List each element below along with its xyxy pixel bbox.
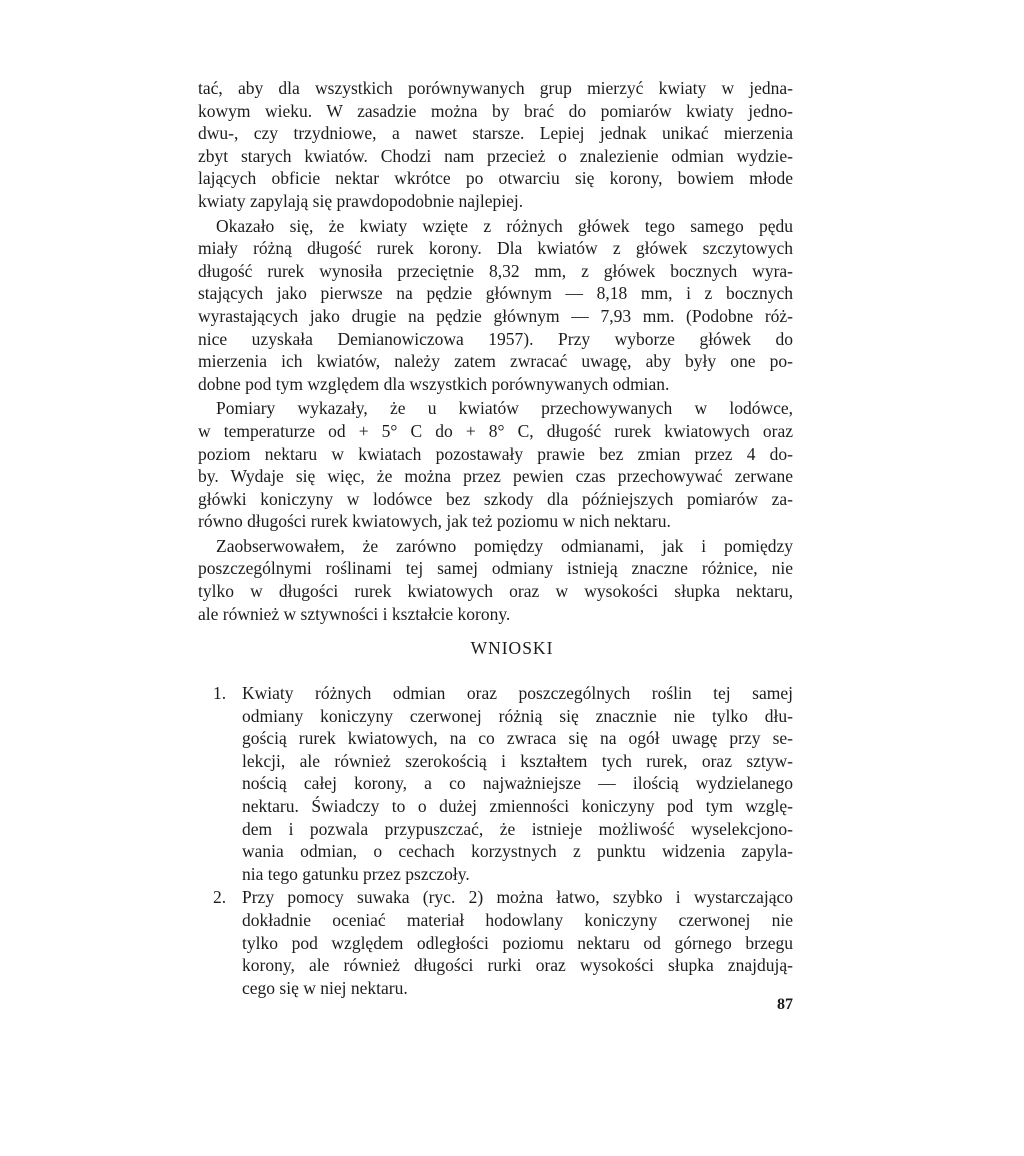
text-line: wania odmian, o cechach korzystnych z punktu widzenia zapyla-: [242, 841, 793, 862]
text-line: dokładnie oceniać materiał hodowlany koniczyny czerwonej nie: [242, 909, 793, 930]
conclusions-list: [213, 682, 793, 999]
text-line: Pomiary wykazały, że u kwiatów przechowywanych w lodówce,: [216, 398, 793, 419]
text-line: Zaobserwowałem, że zarówno pomiędzy odmianami, jak i pomiędzy: [216, 535, 793, 556]
text-line: długość rurek wynosiła przeciętnie 8,32 mm, z główek bocznych wyra-: [198, 260, 793, 281]
text-line: lających obficie nektar wkrótce po otwarciu się korony, bowiem młode: [198, 168, 793, 189]
text-line: poziom nektaru w kwiatach pozostawały prawie bez zmian przez 4 do-: [198, 443, 793, 464]
text-line: tylko w długości rurek kwiatowych oraz w wysokości słupka nektaru,: [198, 581, 793, 602]
text-line: Okazało się, że kwiaty wzięte z różnych główek tego samego pędu: [216, 215, 793, 236]
body-text: [198, 77, 793, 625]
text-line: lekcji, ale również szerokością i kształtem tych rurek, oraz sztyw-: [242, 750, 793, 771]
list-number: 2.: [213, 887, 227, 908]
text-line: w temperaturze od + 5° C do + 8° C, długość rurek kwiatowych oraz: [198, 420, 793, 441]
text-line: nice uzyskała Demianowiczowa 1957). Przy wyborze główek do: [198, 328, 793, 349]
text-line: nością całej korony, a co najważniejsze — ilością wydzielanego: [242, 773, 793, 794]
text-line: zbyt starych kwiatów. Chodzi nam przecież o znalezienie odmian wydzie-: [198, 145, 793, 166]
text-line: równo długości rurek kwiatowych, jak też poziomu w nich nektaru.: [198, 511, 671, 532]
text-line: cego się w niej nektaru.: [242, 977, 408, 998]
text-line: korony, ale również długości rurki oraz wysokości słupka znajdują-: [242, 955, 793, 976]
paragraph-2: [198, 215, 793, 396]
text-line: główki koniczyny w lodówce bez szkody dla późniejszych pomiarów za-: [198, 488, 793, 509]
text-line: dobne pod tym względem dla wszystkich porównywanych odmian.: [198, 373, 670, 394]
page-number: 87: [777, 996, 793, 1013]
text-line: tać, aby dla wszystkich porównywanych grup mierzyć kwiaty w jedna-: [198, 78, 793, 98]
text-line: gością rurek kwiatowych, na co zwraca się na ogół uwagę przy se-: [242, 728, 793, 749]
text-line: miały różną długość rurek korony. Dla kwiatów z główek szczytowych: [198, 238, 793, 259]
text-line: Przy pomocy suwaka (ryc. 2) można łatwo, szybko i wystarczająco: [242, 887, 793, 908]
text-line: mierzenia ich kwiatów, należy zatem zwracać uwagę, aby były one po-: [198, 351, 793, 372]
text-line: dem i pozwala przypuszczać, że istnieje możliwość wyselekcjono-: [242, 818, 793, 839]
paragraph-3: [198, 397, 793, 533]
text-line: stających jako pierwsze na pędzie głównym — 8,18 mm, i z bocznych: [198, 283, 793, 304]
text-line: by. Wydaje się więc, że można przez pewien czas przechowywać zerwane: [198, 466, 793, 487]
paragraph-4: [198, 535, 793, 625]
text-line: tylko pod względem odległości poziomu nektaru od górnego brzegu: [242, 932, 793, 953]
conclusion-item-1: [213, 682, 793, 885]
text-line: odmiany koniczyny czerwonej różnią się znacznie nie tylko dłu-: [242, 705, 793, 726]
text-line: kwiaty zapylają się prawdopodobnie najlepiej.: [198, 190, 524, 211]
text-line: dwu-, czy trzydniowe, a nawet starsze. Lepiej jednak unikać mierzenia: [198, 123, 793, 144]
conclusion-item-2: [213, 886, 793, 999]
text-line: kowym wieku. W zasadzie można by brać do pomiarów kwiaty jedno-: [198, 100, 793, 121]
section-heading: WNIOSKI: [470, 638, 554, 658]
text-line: wyrastających jako drugie na pędzie głównym — 7,93 mm. (Podobne róż-: [198, 305, 793, 326]
list-number: 1.: [213, 683, 227, 703]
paragraph-1: [198, 77, 793, 213]
text-line: nia tego gatunku przez pszczoły.: [242, 863, 470, 884]
text-line: poszczególnymi roślinami tej samej odmiany istnieją znaczne różnice, nie: [198, 558, 793, 579]
text-line: nektaru. Świadczy to o dużej zmienności koniczyny pod tym wzglę-: [242, 795, 793, 816]
text-line: Kwiaty różnych odmian oraz poszczególnych roślin tej samej: [242, 683, 793, 703]
text-line: ale również w sztywności i kształcie korony.: [198, 603, 511, 624]
